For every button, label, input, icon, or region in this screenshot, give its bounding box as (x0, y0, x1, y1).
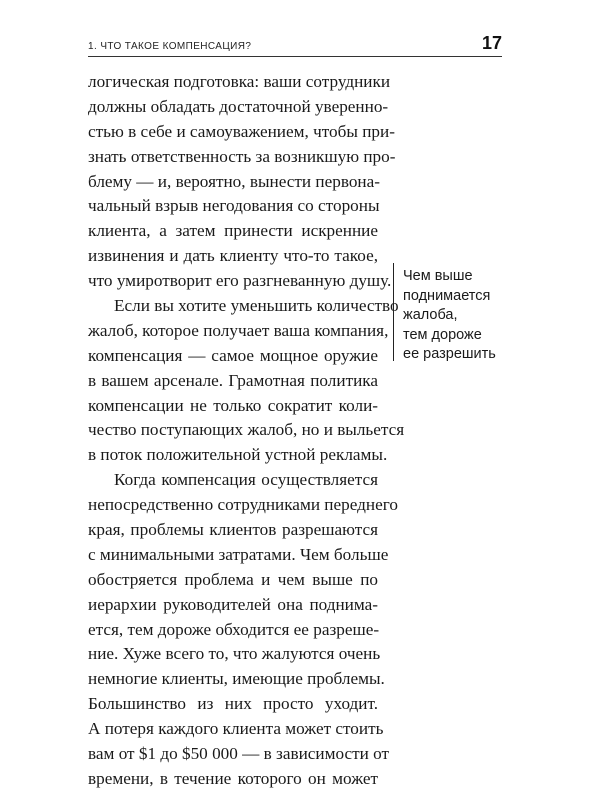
text-line: с минимальными затратами. Чем больше (88, 544, 389, 564)
text-line: стью в себе и самоуважением, чтобы при- (88, 121, 395, 141)
callout-line: жалоба, (403, 307, 458, 324)
text-line: логическая подготовка: ваши сотрудники (88, 72, 391, 91)
text-line: А потеря каждого клиента может стоить (88, 719, 384, 739)
text-line: в вашем арсенале. Грамотная политика (88, 370, 378, 390)
page-number: 17 (481, 33, 502, 53)
text-line: что умиротворит его разгневанную душу. (88, 271, 392, 291)
paragraph (88, 468, 398, 792)
text-line: ется, тем дороже обходится ее разреше- (88, 619, 380, 639)
text-line: обостряется проблема и чем выше по (88, 569, 378, 589)
running-head: 1. ЧТО ТАКОЕ КОМПЕНСАЦИЯ? (88, 41, 252, 52)
text-line: ние. Хуже всего то, что жалуются очень (88, 644, 381, 664)
text-line: края, проблемы клиентов разрешаются (88, 520, 378, 540)
text-line: компенсации не только сократит коли- (88, 395, 378, 415)
body-text (88, 70, 405, 792)
text-line: блему — и, вероятно, вынести первона- (88, 171, 380, 191)
text-line: Когда компенсация осуществляется (114, 470, 378, 490)
text-line: времени, в течение которого он может (88, 768, 378, 788)
paragraph (88, 294, 405, 468)
text-line: чальный взрыв негодования со стороны (88, 196, 380, 216)
text-line: иерархии руководителей она поднима- (88, 594, 378, 614)
text-line: клиента, а затем принести искренние (88, 221, 378, 241)
text-line: должны обладать достаточной уверенно- (88, 96, 389, 116)
text-line: чество поступающих жалоб, но и выльется (88, 420, 405, 440)
text-line: Большинство из них просто уходит. (88, 694, 378, 714)
callout-line: ее разрешить (403, 346, 496, 363)
text-line: вам от $1 до $50 000 — в зависимости от (88, 744, 390, 764)
paragraph (88, 70, 396, 294)
callout-line: Чем выше (403, 268, 473, 284)
text-line: извинения и дать клиенту что-то такое, (88, 246, 378, 266)
text-line: Если вы хотите уменьшить количество (114, 296, 399, 316)
callout-line: поднимается (403, 287, 491, 304)
text-line: немногие клиенты, имеющие проблемы. (88, 669, 385, 689)
text-line: непосредственно сотрудниками переднего (88, 495, 398, 515)
margin-callout (393, 263, 504, 361)
text-line: знать ответственность за возникшую про- (88, 146, 396, 166)
text-line: в поток положительной устной рекламы. (88, 445, 388, 465)
page-header (88, 28, 502, 57)
margin-callout-text (403, 267, 496, 365)
callout-line: тем дороже (403, 326, 482, 343)
text-line: компенсация — самое мощное оружие (88, 345, 378, 365)
text-line: жалоб, которое получает ваша компания, (88, 320, 389, 340)
